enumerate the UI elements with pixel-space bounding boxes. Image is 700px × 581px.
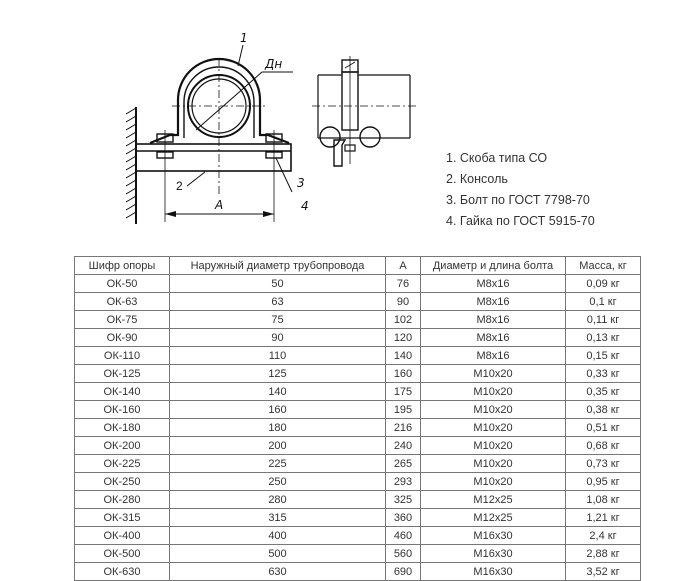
cell-outer-diameter: 63 [170, 293, 386, 311]
cell-bolt: М10х20 [421, 401, 566, 419]
cell-outer-diameter: 315 [170, 509, 386, 527]
cell-bolt: М10х20 [421, 365, 566, 383]
cell-bolt: М10х20 [421, 437, 566, 455]
cell-mass: 0,13 кг [566, 329, 641, 347]
table-row [75, 545, 641, 563]
table-row [75, 473, 641, 491]
cell-bolt: М8х16 [421, 311, 566, 329]
cell-a: 195 [386, 401, 421, 419]
cell-mass: 0,51 кг [566, 419, 641, 437]
cell-code: ОК-180 [75, 419, 170, 437]
table-row [75, 293, 641, 311]
cell-bolt: М16х30 [421, 545, 566, 563]
cell-a: 460 [386, 527, 421, 545]
cell-code: ОК-400 [75, 527, 170, 545]
header-a: А [386, 257, 421, 275]
cell-outer-diameter: 280 [170, 491, 386, 509]
cell-code: ОК-630 [75, 563, 170, 581]
cell-mass: 0,38 кг [566, 401, 641, 419]
cell-bolt: М12х25 [421, 491, 566, 509]
table-row [75, 419, 641, 437]
part-label-2: 2 [176, 179, 183, 193]
table-row [75, 401, 641, 419]
cell-mass: 0,33 кг [566, 365, 641, 383]
cell-bolt: М16х30 [421, 527, 566, 545]
cell-bolt: М8х16 [421, 347, 566, 365]
cell-outer-diameter: 225 [170, 455, 386, 473]
cell-a: 120 [386, 329, 421, 347]
table-row [75, 527, 641, 545]
cell-code: ОК-280 [75, 491, 170, 509]
cell-a: 265 [386, 455, 421, 473]
cell-mass: 0,73 кг [566, 455, 641, 473]
cell-code: ОК-110 [75, 347, 170, 365]
cell-mass: 0,15 кг [566, 347, 641, 365]
cell-mass: 3,52 кг [566, 563, 641, 581]
cell-a: 240 [386, 437, 421, 455]
cell-code: ОК-160 [75, 401, 170, 419]
cell-a: 216 [386, 419, 421, 437]
table-row [75, 275, 641, 293]
cell-code: ОК-75 [75, 311, 170, 329]
cell-bolt: М16х30 [421, 563, 566, 581]
table-row [75, 383, 641, 401]
cell-outer-diameter: 110 [170, 347, 386, 365]
wall-hatching [126, 108, 136, 218]
cell-bolt: М10х20 [421, 419, 566, 437]
legend-item-3: 3. Болт по ГОСТ 7798-70 [446, 193, 590, 207]
cell-outer-diameter: 630 [170, 563, 386, 581]
cell-mass: 0,35 кг [566, 383, 641, 401]
diameter-label: Дн [265, 57, 283, 71]
table-row [75, 437, 641, 455]
table-row [75, 311, 641, 329]
table-row [75, 329, 641, 347]
cell-bolt: М10х20 [421, 383, 566, 401]
cell-outer-diameter: 160 [170, 401, 386, 419]
cell-outer-diameter: 140 [170, 383, 386, 401]
cell-outer-diameter: 75 [170, 311, 386, 329]
cell-code: ОК-125 [75, 365, 170, 383]
part-label-1: 1 [240, 31, 248, 45]
cell-code: ОК-50 [75, 275, 170, 293]
legend-item-4: 4. Гайка по ГОСТ 5915-70 [446, 214, 595, 228]
cell-mass: 0,1 кг [566, 293, 641, 311]
cell-mass: 2,88 кг [566, 545, 641, 563]
cell-a: 90 [386, 293, 421, 311]
header-mass: Масса, кг [566, 257, 641, 275]
cell-bolt: М8х16 [421, 329, 566, 347]
cell-mass: 1,08 кг [566, 491, 641, 509]
cell-bolt: М8х16 [421, 293, 566, 311]
cell-a: 293 [386, 473, 421, 491]
header-code: Шифр опоры [75, 257, 170, 275]
table-row [75, 563, 641, 581]
table-row [75, 365, 641, 383]
cell-mass: 0,11 кг [566, 311, 641, 329]
cell-outer-diameter: 500 [170, 545, 386, 563]
header-bolt: Диаметр и длина болта [421, 257, 566, 275]
part-label-3: 3 [297, 176, 305, 190]
cell-a: 76 [386, 275, 421, 293]
cell-outer-diameter: 400 [170, 527, 386, 545]
side-view [312, 56, 416, 166]
cell-code: ОК-500 [75, 545, 170, 563]
cell-a: 160 [386, 365, 421, 383]
cell-bolt: М8х16 [421, 275, 566, 293]
table-row [75, 509, 641, 527]
cell-bolt: М12х25 [421, 509, 566, 527]
parts-legend [446, 148, 595, 232]
header-outer-diameter: Наружный диаметр трубопровода [170, 257, 386, 275]
cell-outer-diameter: 50 [170, 275, 386, 293]
cell-a: 175 [386, 383, 421, 401]
cell-mass: 2,4 кг [566, 527, 641, 545]
table-header-row [75, 257, 641, 275]
legend-item-2: 2. Консоль [446, 172, 508, 186]
cell-code: ОК-90 [75, 329, 170, 347]
cell-a: 560 [386, 545, 421, 563]
table-row [75, 347, 641, 365]
cell-outer-diameter: 180 [170, 419, 386, 437]
cell-outer-diameter: 200 [170, 437, 386, 455]
support-spec-table [74, 256, 641, 581]
cell-outer-diameter: 250 [170, 473, 386, 491]
cell-a: 690 [386, 563, 421, 581]
cell-mass: 1,21 кг [566, 509, 641, 527]
cell-mass: 0,09 кг [566, 275, 641, 293]
cell-mass: 0,95 кг [566, 473, 641, 491]
table-body [75, 275, 641, 581]
cell-a: 360 [386, 509, 421, 527]
cell-code: ОК-225 [75, 455, 170, 473]
table-row [75, 455, 641, 473]
cell-bolt: М10х20 [421, 455, 566, 473]
cell-code: ОК-250 [75, 473, 170, 491]
cell-a: 102 [386, 311, 421, 329]
cell-mass: 0,68 кг [566, 437, 641, 455]
legend-item-1: 1. Скоба типа СО [446, 151, 548, 165]
cell-code: ОК-140 [75, 383, 170, 401]
cell-a: 325 [386, 491, 421, 509]
cell-code: ОК-63 [75, 293, 170, 311]
pipe-support-drawing [0, 0, 440, 240]
cell-code: ОК-200 [75, 437, 170, 455]
cell-a: 140 [386, 347, 421, 365]
part-label-4: 4 [301, 199, 309, 213]
cell-code: ОК-315 [75, 509, 170, 527]
dimension-a-label: А [215, 198, 224, 212]
cell-bolt: М10х20 [421, 473, 566, 491]
cell-outer-diameter: 90 [170, 329, 386, 347]
table-row [75, 491, 641, 509]
cell-outer-diameter: 125 [170, 365, 386, 383]
